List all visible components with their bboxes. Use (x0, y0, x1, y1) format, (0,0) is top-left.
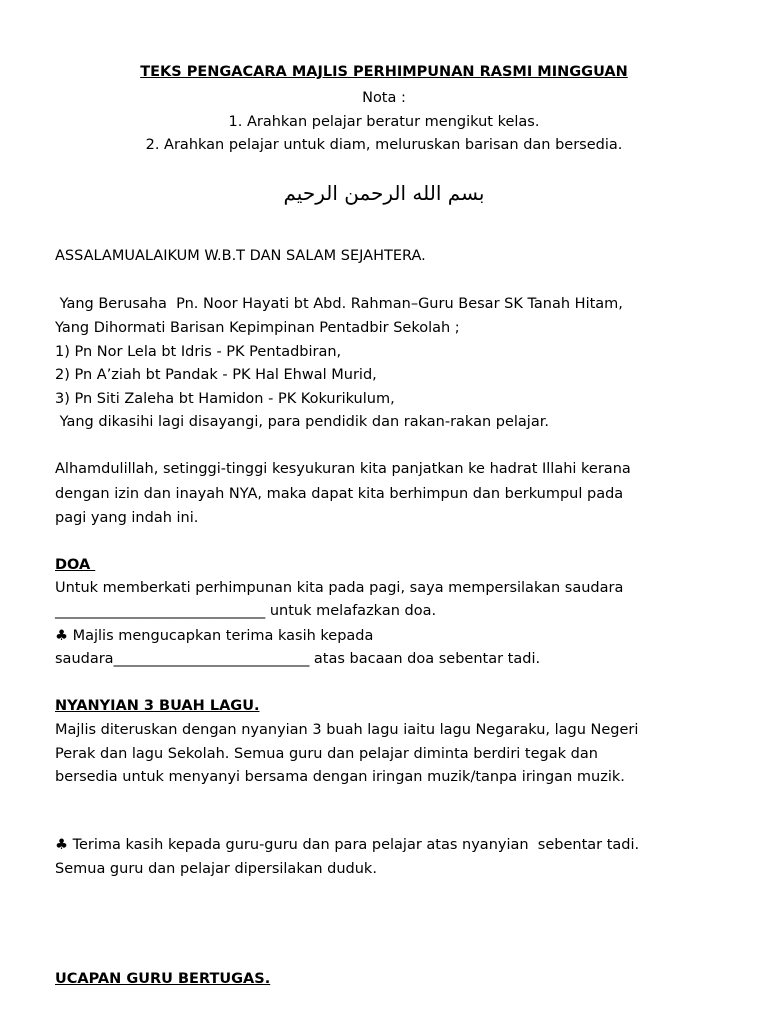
nyanyian-line: Perak dan lagu Sekolah. Semua guru dan pelajar diminta berdiri tegak dan (55, 746, 598, 762)
salutation-line: 1) Pn Nor Lela bt Idris - PK Pentadbiran, (55, 344, 342, 360)
salutation-line: 3) Pn Siti Zaleha bt Hamidon - PK Kokurikulum, (55, 391, 395, 407)
page-title: TEKS PENGACARA MAJLIS PERHIMPUNAN RASMI MINGGUAN (140, 64, 628, 80)
nyanyian-line: bersedia untuk menyanyi bersama dengan iringan muzik/tanpa iringan muzik. (55, 769, 625, 785)
doa-line: _____________________________ untuk melafazkan doa. (55, 603, 437, 619)
salutation-line: Yang Berusaha Pn. Noor Hayati bt Abd. Rahman–Guru Besar SK Tanah Hitam, (55, 296, 623, 312)
salutation-line: Yang dikasihi lagi disayangi, para pendidik dan rakan-rakan pelajar. (55, 414, 549, 430)
doa-line: ♣ Majlis mengucapkan terima kasih kepada (55, 628, 374, 644)
paragraph-line: pagi yang indah ini. (55, 510, 199, 526)
doa-line: Untuk memberkati perhimpunan kita pada pagi, saya mempersilakan saudara (55, 580, 624, 596)
nyanyian-heading: NYANYIAN 3 BUAH LAGU. (55, 698, 260, 714)
salutation-line: Yang Dihormati Barisan Kepimpinan Pentadbir Sekolah ; (55, 320, 460, 336)
nota-item: 1. Arahkan pelajar beratur mengikut kelas. (228, 114, 540, 130)
nota-label: Nota : (362, 90, 406, 106)
nota-item: 2. Arahkan pelajar untuk diam, meluruskan barisan dan bersedia. (145, 137, 623, 153)
doa-heading: DOA (55, 557, 96, 573)
greeting: ASSALAMUALAIKUM W.B.T DAN SALAM SEJAHTERA. (55, 248, 426, 264)
nyanyian-line: Majlis diteruskan dengan nyanyian 3 buah lagu iaitu lagu Negaraku, lagu Negeri (55, 722, 639, 738)
nyanyian-thanks-line: Semua guru dan pelajar dipersilakan duduk. (55, 861, 377, 877)
arabic-basmalah: بسم الله الرحمن الرحيم (283, 181, 485, 205)
paragraph-line: Alhamdulillah, setinggi-tinggi kesyukuran kita panjatkan ke hadrat Illahi kerana (55, 461, 631, 477)
paragraph-line: dengan izin dan inayah NYA, maka dapat kita berhimpun dan berkumpul pada (55, 486, 624, 502)
nyanyian-thanks-line: ♣ Terima kasih kepada guru-guru dan para pelajar atas nyanyian sebentar tadi. (55, 837, 640, 853)
doa-line: saudara___________________________ atas bacaan doa sebentar tadi. (55, 651, 541, 667)
ucapan-heading: UCAPAN GURU BERTUGAS. (55, 971, 271, 987)
salutation-line: 2) Pn A’ziah bt Pandak - PK Hal Ehwal Murid, (55, 367, 377, 383)
